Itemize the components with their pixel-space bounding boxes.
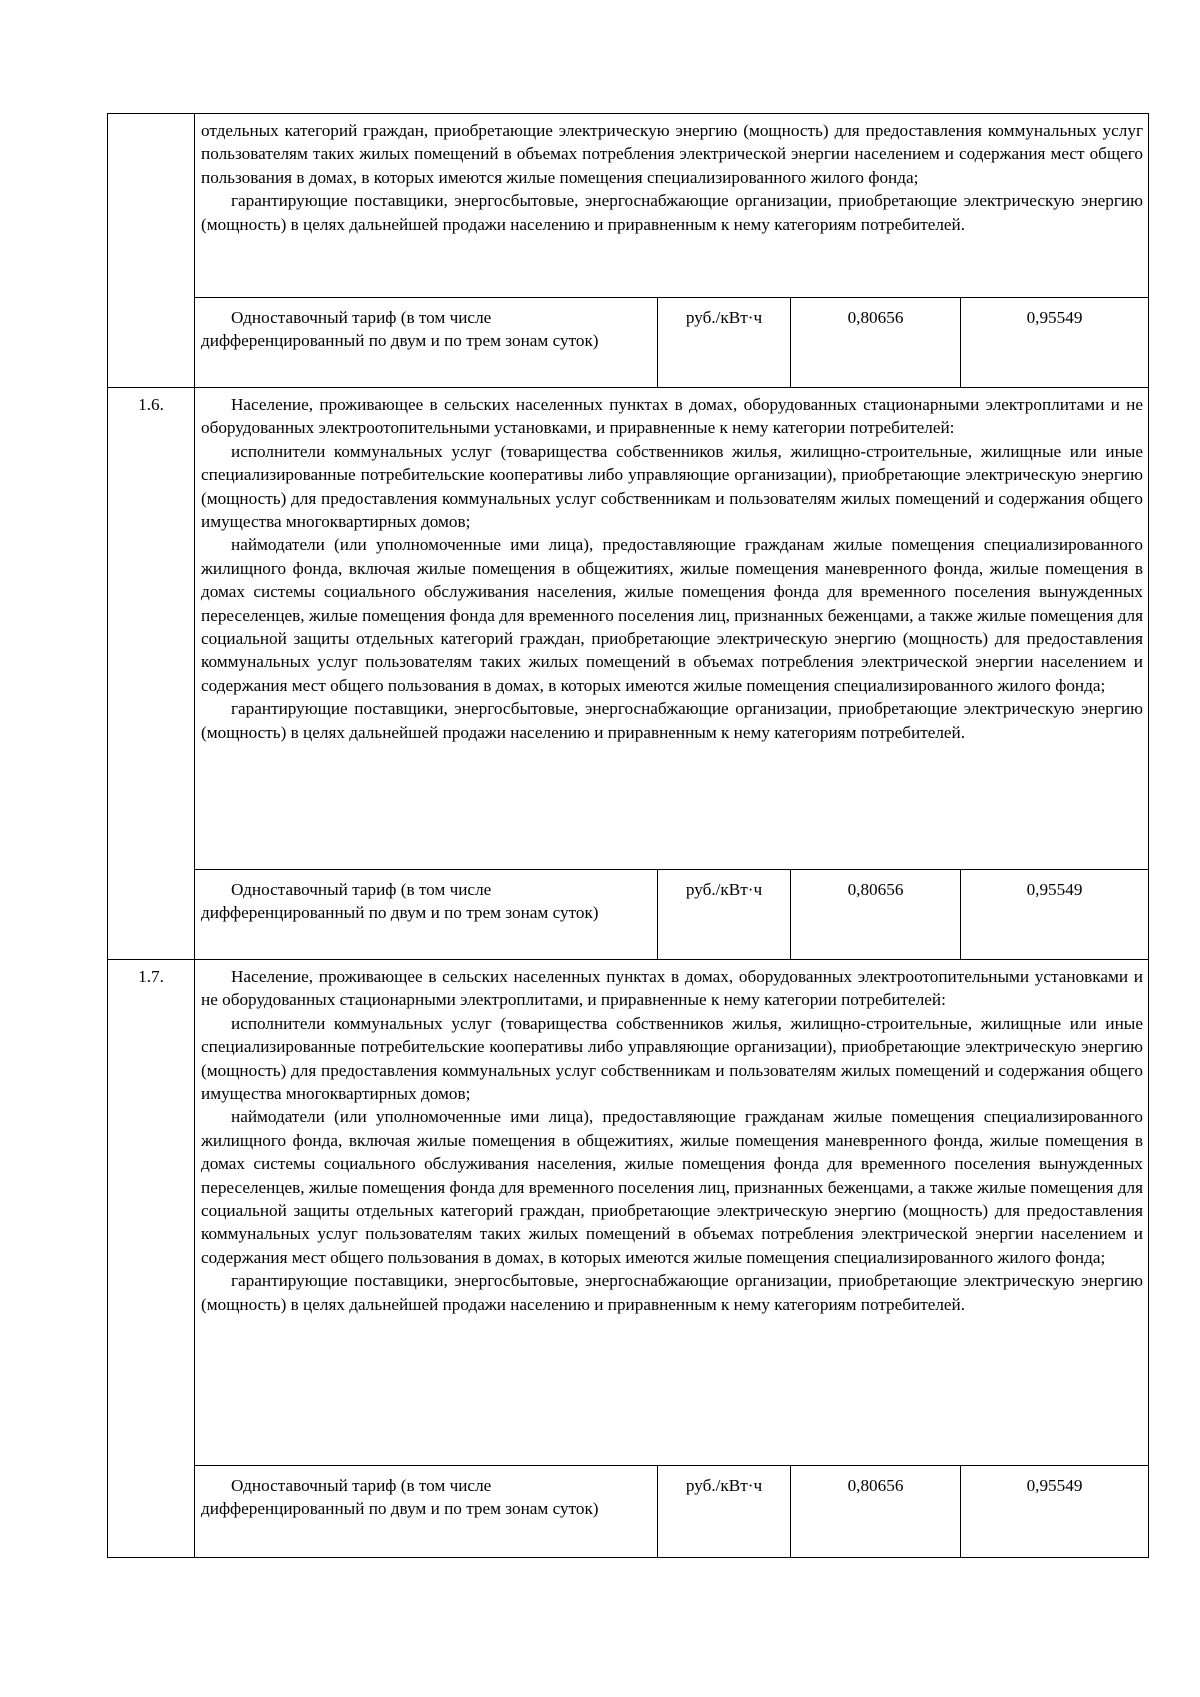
- description-paragraph: Население, проживающее в сельских населенных пунктах в домах, оборудованных электроотопительными установками и не оборудованных стационарными электроплитами, и приравненные к нему категории потребителей:: [201, 967, 1143, 1010]
- tariff-label-cell: [195, 870, 658, 960]
- row-number: 1.7.: [108, 960, 195, 1558]
- tariff-label: Одноставочный тариф (в том числе дифференцированный по двум и по трем зонам суток): [201, 308, 599, 351]
- tariff-unit: руб./кВт·ч: [658, 1466, 791, 1558]
- tariff-value-1: 0,80656: [791, 870, 961, 960]
- tariff-row: [108, 1466, 1149, 1558]
- table-row: [108, 388, 1149, 870]
- tariff-value-1: 0,80656: [791, 298, 961, 388]
- description-paragraph: гарантирующие поставщики, энергосбытовые, энергоснабжающие организации, приобретающие электрическую энергию (мощность) в целях дальнейшей продажи населению и приравненным к нему категориям потребителей.: [201, 699, 1143, 742]
- tariff-unit: руб./кВт·ч: [658, 870, 791, 960]
- tariff-value-2: 0,95549: [961, 870, 1149, 960]
- tariff-row: [108, 298, 1149, 388]
- row-number: [108, 114, 195, 388]
- description-paragraph: наймодатели (или уполномоченные ими лица), предоставляющие гражданам жилые помещения специализированного жилищного фонда, включая жилые помещения в общежитиях, жилые помещения маневренного фонда, жилые помещения в домах системы социального обслуживания населения, жилые помещения фонда для временного поселения вынужденных переселенцев, жилые помещения фонда для временного поселения лиц, признанных беженцами, а также жилые помещения для социальной защиты отдельных категорий граждан, приобретающие электрическую энергию (мощность) для предоставления коммунальных услуг пользователям таких жилых помещений в объемах потребления электрической энергии населением и содержания мест общего пользования в домах, в которых имеются жилые помещения специализированного жилого фонда;: [201, 1107, 1143, 1267]
- row-description: [195, 388, 1149, 870]
- description-paragraph: Население, проживающее в сельских населенных пунктах в домах, оборудованных стационарными электроплитами и не оборудованных электроотопительными установками, и приравненные к нему категории потребителей:: [201, 395, 1143, 438]
- description-paragraph: отдельных категорий граждан, приобретающие электрическую энергию (мощность) для предоставления коммунальных услуг пользователям таких жилых помещений в объемах потребления электрической энергии населением и содержания мест общего пользования в домах, в которых имеются жилые помещения специализированного жилого фонда;: [201, 121, 1143, 187]
- row-description: [195, 960, 1149, 1466]
- tariff-label-cell: [195, 1466, 658, 1558]
- row-description: [195, 114, 1149, 298]
- tariff-row: [108, 870, 1149, 960]
- description-paragraph: исполнители коммунальных услуг (товарищества собственников жилья, жилищно-строительные, жилищные или иные специализированные потребительские кооперативы либо управляющие организации), приобретающие электрическую энергию (мощность) для предоставления коммунальных услуг собственникам и пользователям жилых помещений и содержания общего имущества многоквартирных домов;: [201, 441, 1143, 532]
- table-row: [108, 960, 1149, 1466]
- tariff-label-cell: [195, 298, 658, 388]
- tariff-unit: руб./кВт·ч: [658, 298, 791, 388]
- tariff-table: [107, 113, 1149, 1558]
- table-row: [108, 114, 1149, 298]
- row-number: 1.6.: [108, 388, 195, 960]
- tariff-value-2: 0,95549: [961, 1466, 1149, 1558]
- description-paragraph: наймодатели (или уполномоченные ими лица), предоставляющие гражданам жилые помещения специализированного жилищного фонда, включая жилые помещения в общежитиях, жилые помещения маневренного фонда, жилые помещения в домах системы социального обслуживания населения, жилые помещения фонда для временного поселения вынужденных переселенцев, жилые помещения фонда для временного поселения лиц, признанных беженцами, а также жилые помещения для социальной защиты отдельных категорий граждан, приобретающие электрическую энергию (мощность) для предоставления коммунальных услуг пользователям таких жилых помещений в объемах потребления электрической энергии населением и содержания мест общего пользования в домах, в которых имеются жилые помещения специализированного жилого фонда;: [201, 535, 1143, 695]
- tariff-value-2: 0,95549: [961, 298, 1149, 388]
- description-paragraph: гарантирующие поставщики, энергосбытовые, энергоснабжающие организации, приобретающие электрическую энергию (мощность) в целях дальнейшей продажи населению и приравненным к нему категориям потребителей.: [201, 1271, 1143, 1314]
- description-paragraph: исполнители коммунальных услуг (товарищества собственников жилья, жилищно-строительные, жилищные или иные специализированные потребительские кооперативы либо управляющие организации), приобретающие электрическую энергию (мощность) для предоставления коммунальных услуг собственникам и пользователям жилых помещений и содержания общего имущества многоквартирных домов;: [201, 1013, 1143, 1104]
- tariff-label: Одноставочный тариф (в том числе дифференцированный по двум и по трем зонам суток): [201, 1476, 599, 1519]
- description-paragraph: гарантирующие поставщики, энергосбытовые, энергоснабжающие организации, приобретающие электрическую энергию (мощность) в целях дальнейшей продажи населению и приравненным к нему категориям потребителей.: [201, 191, 1143, 234]
- tariff-value-1: 0,80656: [791, 1466, 961, 1558]
- tariff-label: Одноставочный тариф (в том числе дифференцированный по двум и по трем зонам суток): [201, 880, 599, 923]
